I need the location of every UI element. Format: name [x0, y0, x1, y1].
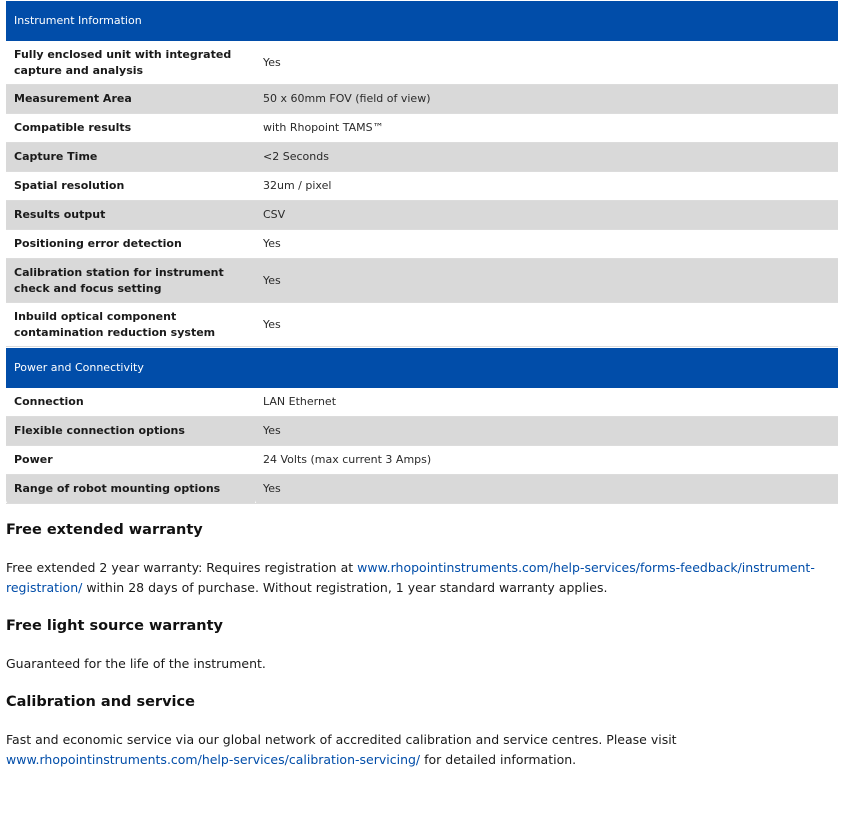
calibration-link[interactable]: www.rhopointinstruments.com/help-services/calibration-servicing/ [6, 752, 421, 767]
table-row [6, 230, 838, 259]
table-row [6, 201, 838, 230]
registration-link[interactable]: www.rhopointinstruments.com/help-services/forms-feedback/instrument-registration/ [6, 560, 815, 595]
row-value: 24 Volts (max current 3 Amps) [255, 446, 838, 475]
calibration-heading: Calibration and service [6, 694, 195, 710]
row-label: Inbuild optical component contamination reduction system [6, 303, 255, 347]
row-value: Yes [255, 475, 838, 504]
row-value: 50 x 60mm FOV (field of view) [255, 85, 838, 114]
row-value: Yes [255, 230, 838, 259]
row-value: with Rhopoint TAMS™ [255, 114, 838, 143]
warranty-text-before: Free extended 2 year warranty: Requires registration at [6, 560, 358, 575]
row-value: Yes [255, 303, 838, 347]
table-row [6, 41, 838, 85]
table-row [6, 114, 838, 143]
row-label: Capture Time [6, 143, 255, 172]
calibration-text-before: Fast and economic service via our global network of accredited calibration and service centres. Please visit [6, 732, 677, 747]
row-label: Compatible results [6, 114, 255, 143]
table-header [6, 348, 838, 388]
warranty-text [6, 558, 836, 598]
instrument-information-table [6, 1, 838, 347]
row-value: <2 Seconds [255, 143, 838, 172]
table-header [6, 1, 838, 41]
section-heading: Instrument Information [6, 1, 838, 41]
table-row [6, 388, 838, 417]
row-label: Flexible connection options [6, 417, 255, 446]
table-row [6, 303, 838, 347]
row-value: LAN Ethernet [255, 388, 838, 417]
power-connectivity-table [6, 348, 838, 504]
calibration-text-after: for detailed information. [420, 752, 577, 767]
light-source-heading: Free light source warranty [6, 618, 223, 634]
light-source-text: Guaranteed for the life of the instrument. [6, 656, 266, 671]
row-value: CSV [255, 201, 838, 230]
table-row [6, 172, 838, 201]
row-label: Power [6, 446, 255, 475]
warranty-text-after: within 28 days of purchase. Without registration, 1 year standard warranty applies. [82, 580, 608, 595]
row-value: Yes [255, 259, 838, 303]
row-value: 32um / pixel [255, 172, 838, 201]
table-row [6, 143, 838, 172]
row-label: Measurement Area [6, 85, 255, 114]
row-value: Yes [255, 41, 838, 85]
table-row [6, 475, 838, 504]
warranty-heading: Free extended warranty [6, 522, 203, 538]
row-label: Spatial resolution [6, 172, 255, 201]
row-value: Yes [255, 417, 838, 446]
row-label: Results output [6, 201, 255, 230]
row-label: Calibration station for instrument check and focus setting [6, 259, 255, 303]
section-heading: Power and Connectivity [6, 348, 838, 388]
table-row [6, 259, 838, 303]
table-row [6, 446, 838, 475]
table-row [6, 417, 838, 446]
table-row [6, 85, 838, 114]
row-label: Connection [6, 388, 255, 417]
row-label: Fully enclosed unit with integrated capture and analysis [6, 41, 255, 85]
row-label: Positioning error detection [6, 230, 255, 259]
calibration-text [6, 730, 836, 770]
row-label: Range of robot mounting options [6, 475, 255, 504]
